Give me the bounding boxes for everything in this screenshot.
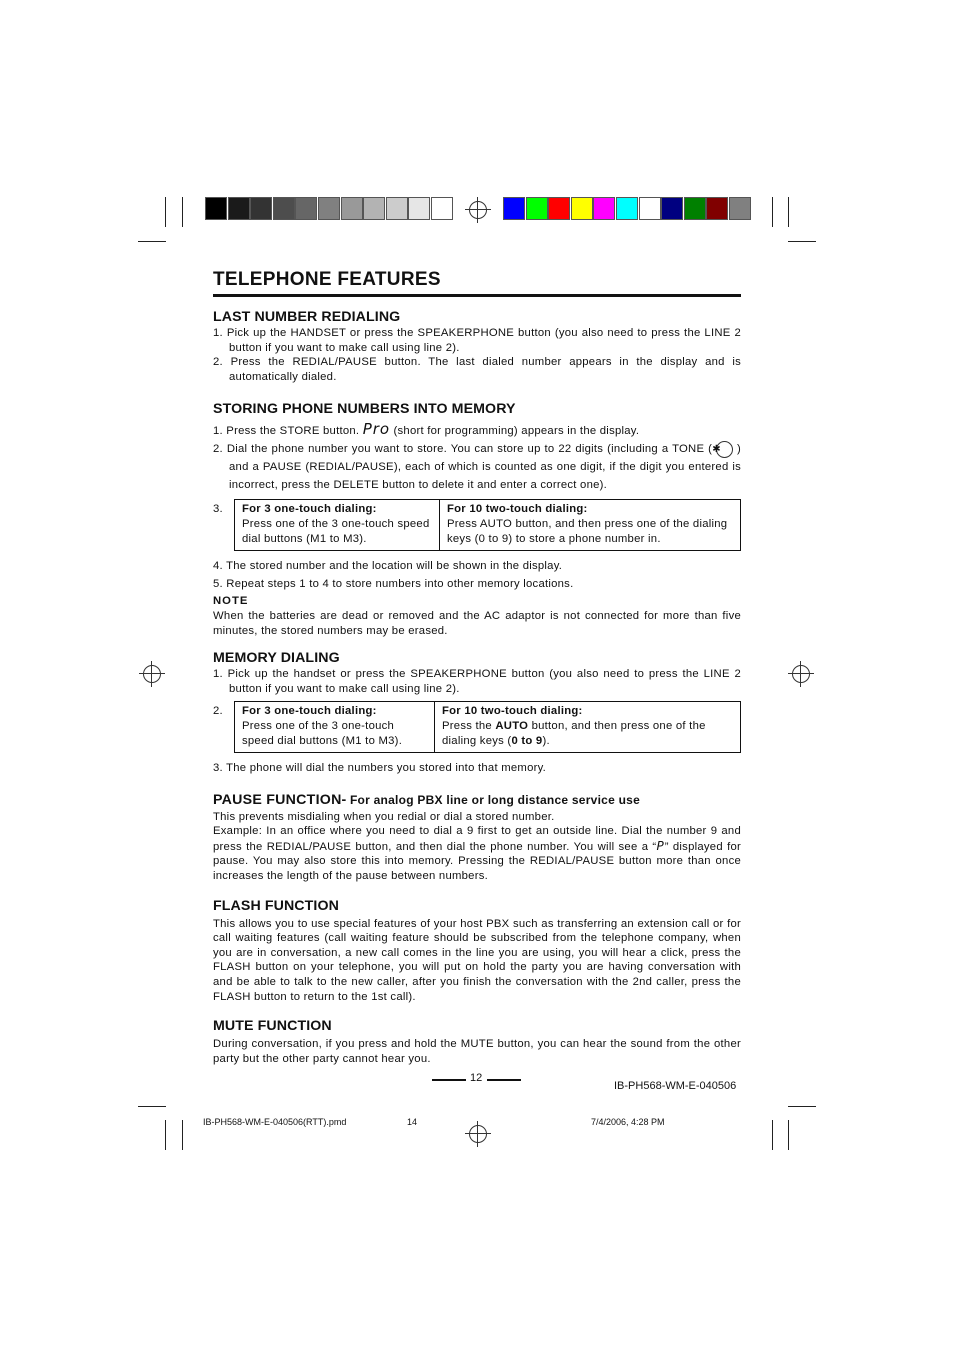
section-last-number-redialing [213,309,741,384]
color-swatch [205,197,227,220]
list-item [213,440,741,494]
box-heading: For 10 two-touch dialing: [442,705,583,718]
color-swatch [526,197,548,220]
color-swatch [431,197,453,220]
registration-mark-right [788,661,814,687]
color-swatch [593,197,615,220]
list-item: 1. Pick up the handset or press the SPEAKERPHONE button (you also need to press the LINE 2 button if you want to make call using line 2). [213,668,741,695]
section-pause-function [213,791,741,884]
section-heading: STORING PHONE NUMBERS INTO MEMORY [213,401,516,418]
color-swatch [295,197,317,220]
page-title: TELEPHONE FEATURES [213,268,741,297]
color-swatch [408,197,430,220]
section-heading [213,791,741,810]
color-swatch [318,197,340,220]
list-item: 4. The stored number and the location will be shown in the display. [213,560,563,573]
footer-date: 7/4/2006, 4:28 PM [591,1117,665,1127]
color-swatch [386,197,408,220]
text: button, and then press one of the dialing keys ( [442,719,706,747]
text: 0 to 9 [511,734,543,747]
color-swatch [363,197,385,220]
box-heading: For 10 two-touch dialing: [447,503,588,516]
document-code: IB-PH568-WM-E-040506 [614,1080,737,1092]
color-swatch [341,197,363,220]
text: 1. Press the STORE button. [213,425,360,438]
page-number: 12 [470,1072,483,1084]
color-swatch [684,197,706,220]
step-number: 2. [213,705,223,718]
star-key-icon: ✱ [716,441,733,458]
registration-mark-bottom [465,1121,491,1147]
color-swatch [571,197,593,220]
color-swatch [250,197,272,220]
dial-options-box [213,701,741,753]
list-item: 2. Press the REDIAL/PAUSE button. The last dialed number appears in the display and is automatically dialed. [213,356,741,383]
step-number: 3. [213,503,223,516]
text: Press the [442,719,492,732]
heading-sub: For analog PBX line or long distance service use [349,792,641,807]
text: 2. Dial the phone number you want to store. You can store up to 22 digits (including a TONE ( [213,443,713,456]
color-swatch [639,197,661,220]
color-swatch [729,197,751,220]
color-swatch [616,197,638,220]
list-item: 1. Pick up the HANDSET or press the SPEAKERPHONE button (you also need to press the LINE 2 button if you want to make call using line 2). [213,327,741,354]
box-heading: For 3 one-touch dialing: [242,503,377,516]
footer-sheet-number: 14 [407,1117,418,1127]
color-swatch [706,197,728,220]
box-text: Press one of the 3 one-touch speed dial buttons (M1 to M3). [242,719,403,747]
color-swatch [661,197,683,220]
section-storing-phone-numbers [213,401,741,638]
heading-main: PAUSE FUNCTION- [213,791,347,808]
section-heading: MUTE FUNCTION [213,1018,332,1035]
color-swatch [503,197,525,220]
page-content [213,268,741,1066]
color-swatch [273,197,295,220]
box-text [442,719,733,748]
box-text: Press AUTO button, and then press one of the dialing keys (0 to 9) to store a phone number in. [447,517,728,545]
section-heading: LAST NUMBER REDIALING [213,309,401,325]
text: ) and a PAUSE (REDIAL/PAUSE), each of which is counted as one digit, if the digit you entered is incorrect, press the DELETE button to delete it and enter a correct one). [229,443,741,492]
paragraph: This prevents misdialing when you redial or dial a stored number. [213,810,555,823]
color-swatch [548,197,570,220]
store-options-box [213,499,741,551]
text: Example: In an office where you need to dial a 9 first to get an outside line. Dial the number 9 and press the REDIAL/PAUSE button, and then dial the phone number. You will see a “ [213,825,741,853]
paragraph: During conversation, if you press and hold the MUTE button, you can hear the sound from the other party but the other party cannot hear you. [213,1038,741,1065]
section-memory-dialing [213,650,741,776]
text: (short for programming) appears in the display. [393,425,640,438]
note-heading: NOTE [213,595,249,608]
paragraph: This allows you to use special features of your host PBX such as transferring an extension call or for call waiting features (call waiting feature should be subscribed from the telephone company, when you are in conversation, a new call comes in the line you are using, you will hear a click, press the FLASH button on your telephone, you will put on hold the party you are having conversation with and be able to talk to the new caller, after you finish the conversation with the 2nd caller, press the FLASH button to return to the 1st call). [213,917,741,1003]
section-heading: MEMORY DIALING [213,650,340,667]
options-table [234,499,741,551]
text: ). [542,734,550,747]
box-text: Press one of the 3 one-touch speed dial buttons (M1 to M3). [242,517,430,545]
list-item: 3. The phone will dial the numbers you stored into that memory. [213,762,547,775]
note-text: When the batteries are dead or removed and the AC adaptor is not connected for more than five minutes, the stored numbers may be erased. [213,609,741,637]
page-number-rule-left [432,1079,466,1081]
options-table [234,701,741,753]
list-item: 5. Repeat steps 1 to 4 to store numbers into other memory locations. [213,577,574,590]
pro-display-glyph: Pro [362,420,391,439]
pause-display-glyph: P [656,838,665,853]
list-item [213,420,741,440]
section-mute-function [213,1018,741,1066]
page-number-rule-right [487,1079,521,1081]
registration-mark-top [465,197,491,223]
paragraph [213,824,741,883]
registration-mark-left [139,661,165,687]
box-heading: For 3 one-touch dialing: [242,705,377,718]
text: ” displayed for pause. You may also store this into memory. Pressing the REDIAL/PAUSE button more than once increases the length of the pause between numbers. [213,840,742,883]
section-heading: FLASH FUNCTION [213,897,339,914]
footer-filename: IB-PH568-WM-E-040506(RTT).pmd [203,1117,347,1127]
color-swatch [228,197,250,220]
text: AUTO [495,719,529,732]
section-flash-function [213,898,741,1005]
